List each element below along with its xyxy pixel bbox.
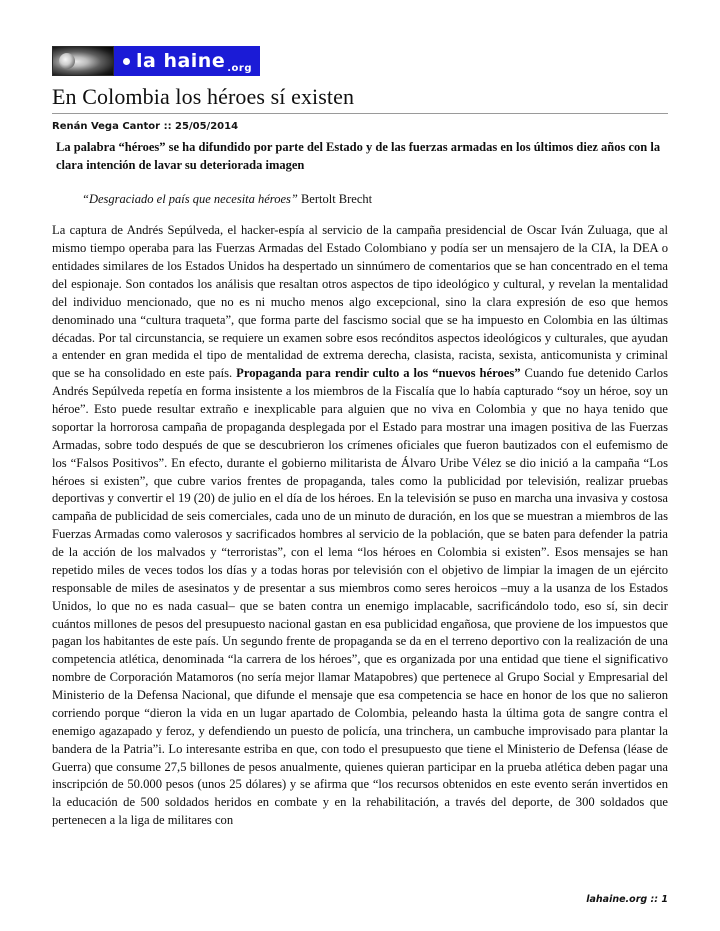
body-paragraph-1: La captura de Andrés Sepúlveda, el hacker-espía al servicio de la campaña presidencial de Oscar Iván Zuluaga, que al mismo tiempo operaba para las Fuerzas Armadas del Estado Colombiano y podía ser un mensajero de la CIA, la DEA o entidades similares de los Estados Unidos ha despertado un sinnúmero de comentarios que se han concentrado en el tema del espionaje. Son contados los análisis que resaltan otros aspectos de tipo ideológico y cultural, y revelan la mentalidad del individuo mencionado, que no es ni mucho menos algo excepcional, sino la clara expresión de eso que hemos denominado una “cultura traqueta”, que forma parte del fascismo social que se ha impuesto en Colombia en las últimas décadas. Por tal circunstancia, se requiere un examen sobre esos recónditos aspectos ideológicos y culturales, que ayudan a entender en gran medida el tipo de mentalidad de extrema derecha, clasista, racista, sexista, anticomunista y criminal que se ha consolidado en este país. <box>52 223 668 381</box>
page-title: En Colombia los héroes sí existen <box>52 84 355 109</box>
epigraph-quote: “Desgraciado el país que necesita héroes” <box>82 191 298 206</box>
page-footer: lahaine.org :: 1 <box>586 894 668 905</box>
masthead-photo-icon <box>52 46 114 76</box>
title-divider <box>52 113 668 114</box>
logo-dot-icon <box>123 58 130 65</box>
site-logo-label: la haine <box>136 49 226 72</box>
article-body <box>52 222 668 830</box>
standfirst: La palabra “héroes” se ha difundido por parte del Estado y de las fuerzas armadas en los últimos diez años con la clara intención de lavar su deteriorada imagen <box>56 140 661 173</box>
site-logo-tld: .org <box>227 63 252 74</box>
body-paragraph-2: Cuando fue detenido Carlos Andrés Sepúlveda repetía en forma insistente a los miembros de la Fiscalía que lo había capturado “soy un héroe, soy un héroe”. Esto puede resultar extraño e inexplicable para alguien que no viva en Colombia y que no haya tenido que soportar la horrorosa campaña de propaganda desplegada por el Estado para mostrar una imagen positiva de las Fuerzas Armadas, sobre todo después de que se descubrieron los crímenes oficiales que fueron bautizados con el eufemismo de los “Falsos Positivos”. En efecto, durante el gobierno militarista de Álvaro Uribe Vélez se dio inició a la campaña “Los héroes si existen”, que cubre varios frentes de propaganda, tales como la publicidad por televisión, realizar pruebas deportivas y convertir el 19 (20) de julio en el día de los héroes. En la televisión se puso en marcha una invasiva y costosa campaña de publicidad de seis comerciales, cada uno de un minuto de duración, en los que se muestran a miembros de las Fuerzas Armadas como valerosos y sacrificados hombres al servicio de la población, que se baten para defender la patria de la acción de los malvados y “terroristas”, con el lema “los héroes en Colombia si existen”. Esos mensajes se han repetido miles de veces todos los días y a todas horas por televisión con el objetivo de limpiar la imagen de un ejército responsable de miles de asesinatos y de presentar a sus miembros como seres heroicos –muy a la usanza de los Estados Unidos, lo que no es nada casual– que se baten contra un enemigo implacable, sacrificándolo todo, eso sí, sin decir cuántos millones de pesos del presupuesto nacional gastan en esa publicidad engañosa, que proviene de los impuestos que pagan los habitantes de este país. Un segundo frente de propaganda se da en el terreno deportivo con la realización de una competencia atlética, denominada “la carrera de los héroes”, que es organizada por una entidad que tiene el significativo nombre de Corporación Matamoros (no sería mejor llamar Matapobres) que pertenece al Grupo Social y Empresarial del Ministerio de la Defensa Nacional, que difunde el mensaje que esa competencia se hace en honor de los que no salieron corriendo porque “dieron la vida en un lugar apartado de Colombia, peleando hasta la última gota de sangre contra el enemigo agazapado y feroz, y defendiendo un puesto de policía, una trinchera, un cambuche improvisado para plantar la bandera de la Patria”i. Lo interesante estriba en que, con todo el presupuesto que tiene el Ministerio de Defensa (léase de Guerra) que consume 27,5 billones de pesos anualmente, quienes quieran participar en la prueba atlética deben pagar una inscripción de 50.000 pesos (unos 25 dólares) y se afirma que “los recursos obtenidos en este evento serán invertidos en la educación de 500 soldados heridos en combate y en la rehabilitación, a través del deporte, de 300 soldados que pertenecen a la liga de militares con <box>52 366 668 828</box>
byline: Renán Vega Cantor :: 25/05/2014 <box>52 121 239 133</box>
masthead <box>52 44 668 78</box>
site-logo[interactable] <box>52 46 260 76</box>
epigraph-author: Bertolt Brecht <box>300 191 373 206</box>
inline-subheading: Propaganda para rendir culto a los “nuevos héroes” <box>236 366 521 381</box>
site-logo-text <box>114 46 260 76</box>
epigraph <box>52 191 668 209</box>
